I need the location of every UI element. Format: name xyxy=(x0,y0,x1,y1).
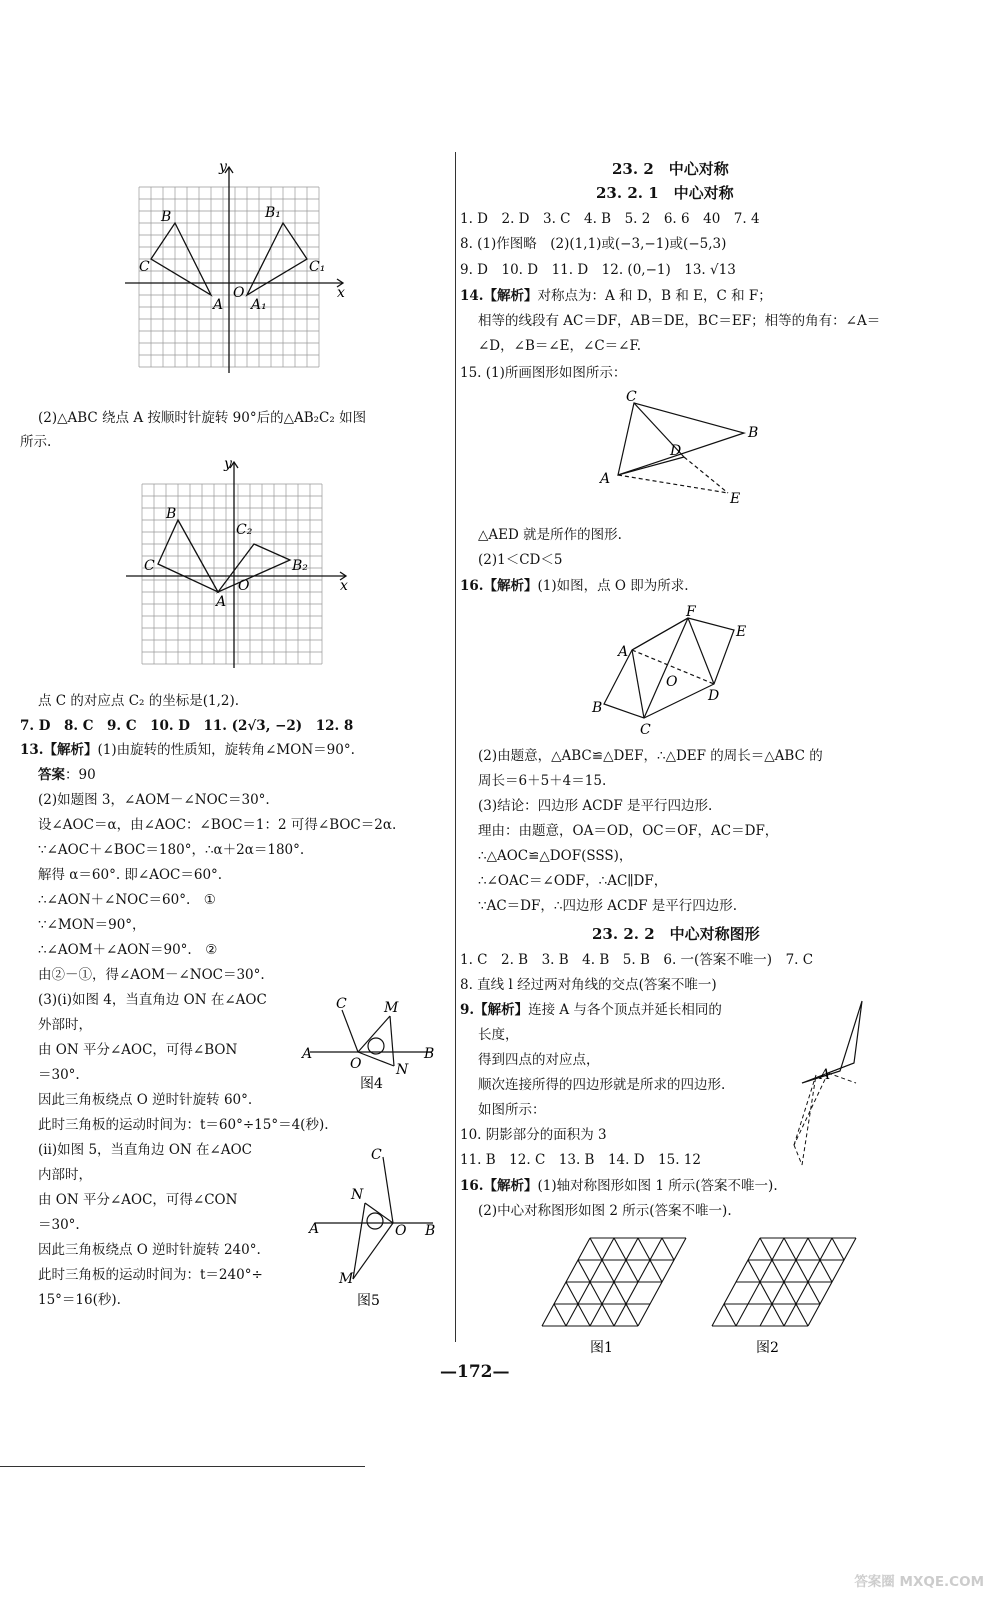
fig16-label: A xyxy=(618,644,629,660)
fig16-label: D xyxy=(708,688,720,704)
grid2-label: C xyxy=(144,558,155,574)
fig15-label: E xyxy=(730,491,741,507)
grid2-label: O xyxy=(238,578,250,594)
text-line: 设∠AOC＝α，由∠AOC：∠BOC＝1：2 可得∠BOC＝2α. xyxy=(38,817,397,833)
text-line: (3)结论：四边形 ACDF 是平行四边形. xyxy=(478,798,713,814)
subsection-heading: 23. 2. 1 中心对称 xyxy=(596,184,734,202)
grid2-label: C₂ xyxy=(236,522,253,538)
text-line: 外部时， xyxy=(38,1017,92,1033)
text-line: (2)中心对称图形如图 2 所示(答案不唯一). xyxy=(478,1203,732,1219)
fig5-label: B xyxy=(425,1223,436,1239)
grid2-label: B₂ xyxy=(292,558,308,574)
text-line: 相等的线段有 AC＝DF，AB＝DE，BC＝EF；相等的角有：∠A＝ xyxy=(478,313,881,329)
text-line: 周长＝6＋5＋4＝15. xyxy=(478,773,607,789)
fig15-label: D xyxy=(670,443,682,459)
fig15-label: B xyxy=(748,425,759,441)
answer-line: 9. D 10. D 11. D 12. (0,−1) 13. √13 xyxy=(460,262,736,278)
fig15-label: C xyxy=(626,389,637,405)
text-line: ∴∠OAC＝∠ODF，∴AC∥DF， xyxy=(478,873,668,889)
analysis-label: 13.【解析】 xyxy=(20,742,98,758)
page-number: —172— xyxy=(440,1362,510,1382)
section-heading: 23. 2 中心对称 xyxy=(612,160,729,178)
answer-line: 1. C 2. B 3. B 4. B 5. B 6. 一(答案不唯一) 7. C xyxy=(460,952,814,968)
text-line: 长度， xyxy=(478,1027,519,1043)
answer-line: 8. (1)作图略 (2)(1,1)或(−3,−1)或(−5,3) xyxy=(460,236,727,252)
text-line: ∵∠AOC＋∠BOC＝180°，∴α＋2α＝180°. xyxy=(38,842,305,858)
fig4-label: C xyxy=(336,996,347,1012)
grid1-label: A₁ xyxy=(251,297,267,313)
grid2-label: y xyxy=(224,456,232,472)
text-line: 顺次连接所得的四边形就是所求的四边形. xyxy=(478,1077,726,1093)
analysis-label: 16.【解析】 xyxy=(460,578,538,594)
text-line: 内部时， xyxy=(38,1167,92,1183)
fig1-caption: 图1 xyxy=(590,1340,613,1356)
text-line: 所示. xyxy=(20,434,52,450)
text-line: △AED 就是所作的图形. xyxy=(478,527,622,543)
fig4-caption: 图4 xyxy=(360,1076,383,1092)
fig5-label: N xyxy=(351,1187,364,1203)
fig16-label: E xyxy=(736,624,747,640)
answer-line: 11. B 12. C 13. B 14. D 15. 12 xyxy=(460,1152,701,1168)
text-line: (2)由题意，△ABC≌△DEF，∴△DEF 的周长＝△ABC 的 xyxy=(478,748,823,764)
text-line: (2)1＜CD＜5 xyxy=(478,552,563,568)
fig16-label: B xyxy=(592,700,603,716)
grid1-label: B xyxy=(161,209,172,225)
answer-value: ：90 xyxy=(65,767,96,783)
fig4-label: B xyxy=(424,1046,435,1062)
text-line: 此时三角板的运动时间为：t＝60°÷15°＝4(秒). xyxy=(38,1117,329,1133)
fig5-caption: 图5 xyxy=(357,1293,380,1309)
text-line: (1)如图，点 O 即为所求. xyxy=(537,578,689,594)
triangle-grid-figure-1 xyxy=(530,1228,700,1358)
fig4-label: A xyxy=(302,1046,313,1062)
fig4-label: O xyxy=(350,1056,362,1072)
grid-figure-1 xyxy=(115,155,355,375)
grid2-label: x xyxy=(340,578,348,594)
text-line: 点 C 的对应点 C₂ 的坐标是(1,2). xyxy=(38,693,240,709)
figure-5 xyxy=(305,1143,445,1313)
text-line: ∠D，∠B＝∠E，∠C＝∠F. xyxy=(478,338,642,354)
grid1-label: B₁ xyxy=(265,205,281,221)
text-line: ∴∠AON＋∠NOC＝60°. ① xyxy=(38,892,216,908)
fig5-label: C xyxy=(371,1147,382,1163)
text-line: ∵∠MON＝90°， xyxy=(38,917,146,933)
answer-line: 10. 阴影部分的面积为 3 xyxy=(460,1127,607,1143)
text-line: 如图所示： xyxy=(478,1102,546,1118)
text-line: 由 ON 平分∠AOC，可得∠BON xyxy=(38,1042,238,1058)
text-line: ∵AC＝DF，∴四边形 ACDF 是平行四边形. xyxy=(478,898,738,914)
text-line: (3)(ⅰ)如图 4，当直角边 ON 在∠AOC xyxy=(38,992,267,1008)
subsection-heading: 23. 2. 2 中心对称图形 xyxy=(592,925,760,943)
text-line: 理由：由题意，OA＝OD，OC＝OF，AC＝DF， xyxy=(478,823,779,839)
text-line: (2)△ABC 绕点 A 按顺时针旋转 90°后的△AB₂C₂ 如图 xyxy=(38,410,367,426)
fig15-label: A xyxy=(600,471,611,487)
text-line: 因此三角板绕点 O 逆时针旋转 240°. xyxy=(38,1242,261,1258)
answer-line: 7. D 8. C 9. C 10. D 11. (2√3, −2) 12. 8 xyxy=(20,718,354,734)
answer-label: 答案 xyxy=(38,767,65,783)
grid1-label: O xyxy=(233,285,245,301)
text-line: (1)由旋转的性质知，旋转角∠MON＝90°. xyxy=(97,742,355,758)
figure-15 xyxy=(594,385,794,513)
column-divider xyxy=(455,152,456,1342)
grid2-label: B xyxy=(166,506,177,522)
fig9-label: A xyxy=(820,1067,831,1083)
fig4-label: N xyxy=(396,1062,409,1078)
text-line: 解得 α＝60°. 即∠AOC＝60°. xyxy=(38,867,223,883)
answer-line: 1. D 2. D 3. C 4. B 5. 2 6. 6 40 7. 4 xyxy=(460,211,760,227)
grid1-label: x xyxy=(337,285,345,301)
grid-figure-2 xyxy=(118,452,358,670)
text-line: ＝30°. xyxy=(38,1067,80,1083)
text-line: ∴△AOC≌△DOF(SSS)， xyxy=(478,848,633,864)
text-line: 因此三角板绕点 O 逆时针旋转 60°. xyxy=(38,1092,253,1108)
text-line: 由②－①，得∠AOM－∠NOC＝30°. xyxy=(38,967,265,983)
grid2-label: A xyxy=(216,594,227,610)
fig16-label: O xyxy=(666,674,678,690)
analysis-label: 14.【解析】 xyxy=(460,288,538,304)
fig2-caption: 图2 xyxy=(756,1340,779,1356)
text-line: 此时三角板的运动时间为：t＝240°÷ xyxy=(38,1267,263,1283)
watermark: 答案圈 MXQE.COM xyxy=(854,1574,984,1590)
text-line: (2)如题图 3，∠AOM－∠NOC＝30°. xyxy=(38,792,270,808)
analysis-label: 9.【解析】 xyxy=(460,1002,529,1018)
fig4-label: M xyxy=(384,1000,399,1016)
figure-9 xyxy=(790,995,880,1170)
fig16-label: F xyxy=(686,604,696,620)
fig5-label: O xyxy=(395,1223,407,1239)
text-line: ∴∠AOM＋∠AON＝90°. ② xyxy=(38,942,218,958)
text-line: 得到四点的对应点， xyxy=(478,1052,600,1068)
text-line: (ⅱ)如图 5，当直角边 ON 在∠AOC xyxy=(38,1142,252,1158)
footer-rule xyxy=(0,1466,365,1467)
triangle-grid-figure-2 xyxy=(700,1228,870,1358)
text-line: 15. (1)所画图形如图所示： xyxy=(460,365,627,381)
grid1-label: y xyxy=(219,159,227,175)
text-line: (1)轴对称图形如图 1 所示(答案不唯一). xyxy=(537,1178,778,1194)
fig16-label: C xyxy=(640,722,651,738)
text-line: 对称点为：A 和 D，B 和 E，C 和 F； xyxy=(537,288,772,304)
text-line: 连接 A 与各个顶点并延长相同的 xyxy=(528,1002,722,1018)
text-line: 由 ON 平分∠AOC，可得∠CON xyxy=(38,1192,238,1208)
analysis-label: 16.【解析】 xyxy=(460,1178,538,1194)
grid1-label: C₁ xyxy=(309,259,326,275)
text-line: ＝30°. xyxy=(38,1217,80,1233)
fig5-label: M xyxy=(339,1271,354,1287)
grid1-label: C xyxy=(139,259,150,275)
grid1-label: A xyxy=(213,297,224,313)
fig5-label: A xyxy=(309,1221,320,1237)
figure-4 xyxy=(300,992,440,1092)
figure-16 xyxy=(590,600,770,740)
text-line: 15°＝16(秒). xyxy=(38,1292,121,1308)
answer-line: 8. 直线 l 经过两对角线的交点(答案不唯一) xyxy=(460,977,717,993)
